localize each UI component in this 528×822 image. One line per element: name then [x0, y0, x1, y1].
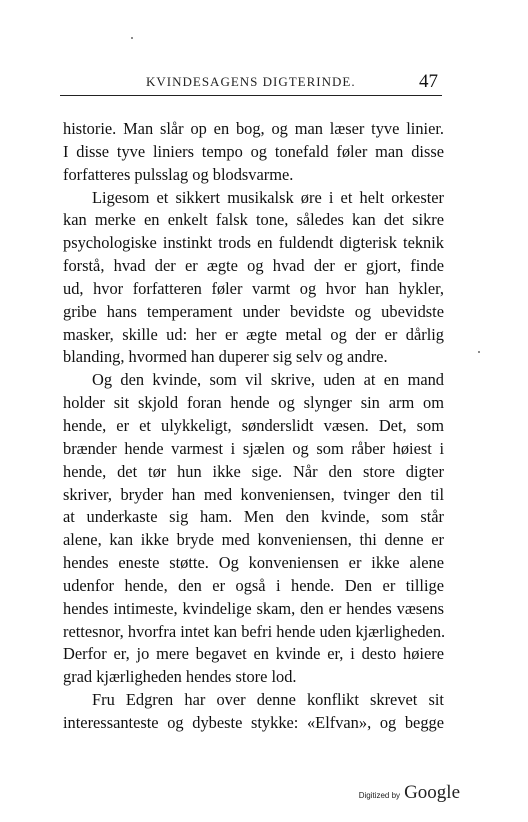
text-line: holder sit skjold foran hende og slynger sin arm om	[63, 393, 444, 413]
text-line: Derfor er, jo mere begavet en kvinde er, i desto høiere	[63, 644, 444, 664]
text-line: hende, det tør hun ikke sige. Når den store digter	[63, 461, 444, 481]
body-text	[63, 118, 444, 735]
page-number: 47	[419, 71, 438, 92]
text-line: hendes eneste støtte. Og konveniensen er ikke alene	[63, 553, 444, 573]
text-line: masker, skille ud: her er ægte metal og der er dårlig	[63, 324, 444, 344]
text-line: forfatteres pulsslag og blodsvarme.	[63, 164, 294, 184]
text-line: historie. Man slår op en bog, og man læser tyve linier.	[63, 119, 444, 138]
google-logo: Google	[404, 782, 460, 803]
text-line: I disse tyve liniers tempo og tonefald føler man disse	[63, 141, 444, 161]
text-line: Fru Edgren har over denne konflikt skrevet sit	[92, 690, 444, 710]
text-line: grad kjærligheden hendes store lod.	[63, 667, 297, 687]
running-title: KVINDESAGENS DIGTERINDE.	[146, 74, 356, 89]
watermark-prefix: Digitized by	[358, 791, 401, 800]
text-line: rettesnor, hvorfra intet kan befri hende uden kjærligheden.	[63, 621, 446, 641]
text-line: Ligesom et sikkert musikalsk øre i et helt orkester	[92, 187, 444, 207]
digitized-by-google-watermark	[359, 782, 460, 804]
text-line: ud, hvor forfatteren føler varmt og hvor han hykler,	[63, 278, 444, 298]
text-line: hende, er et ulykkeligt, sønderslidt væsen. Det, som	[63, 415, 444, 435]
text-line: hendes intimeste, kvindelige skam, den er hendes væsens	[63, 598, 444, 618]
text-line: kan merke en enkelt falsk tone, således kan det sikre	[63, 210, 444, 230]
text-line: brænder hende varmest i sjælen og som råber høiest i	[63, 438, 444, 458]
paper-speck	[478, 351, 480, 353]
text-line: skriver, bryder han med konveniensen, tvinger den til	[63, 484, 444, 504]
text-line: alene, kan ikke bryde med konveniensen, thi denne er	[63, 530, 444, 550]
text-line: udenfor hende, den er også i hende. Den er tillige	[63, 575, 444, 595]
text-line: gribe hans temperament under bevidste og ubevidste	[63, 301, 444, 321]
text-line: interessanteste og dybeste stykke: «Elfvan», og begge	[63, 712, 444, 732]
text-line: at underkaste sig ham. Men den kvinde, som står	[63, 507, 444, 527]
text-line: psychologiske instinkt trods en fuldendt digterisk teknik	[63, 233, 444, 253]
header-rule	[60, 95, 442, 96]
text-line: forstå, hvad der er ægte og hvad der er gjort, finde	[63, 256, 444, 276]
text-line: blanding, hvormed han duperer sig selv og andre.	[63, 347, 388, 367]
text-line: Og den kvinde, som vil skrive, uden at en mand	[92, 370, 444, 390]
paper-speck	[131, 37, 133, 39]
